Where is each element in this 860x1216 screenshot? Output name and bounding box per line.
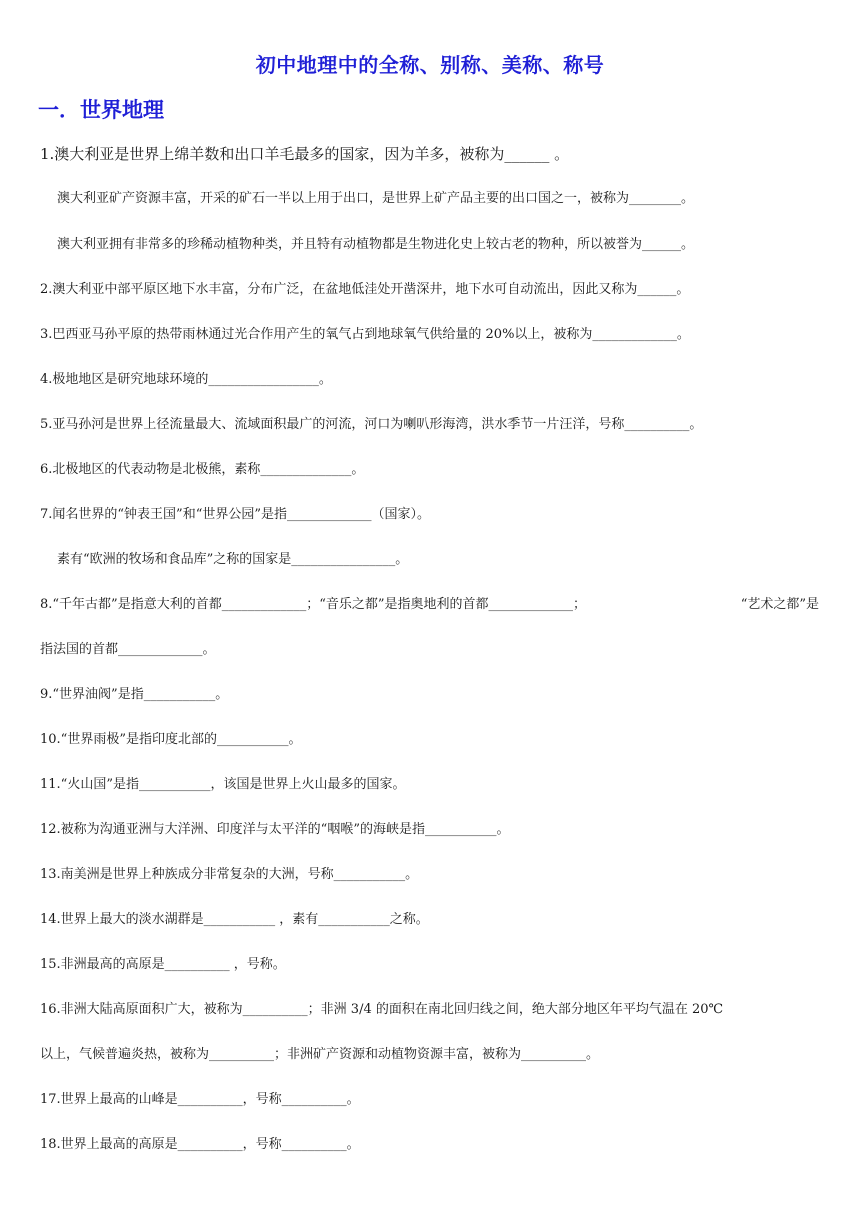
question-1-b: 澳大利亚矿产资源丰富，开采的矿石一半以上用于出口，是世界上矿产品主要的出口国之一，被称为________。 [57,191,695,206]
question-12: 12.被称为沟通亚洲与大洋洲、印度洋与太平洋的“咽喉”的海峡是指___________。 [40,822,510,837]
question-10: 10.“世界雨极”是指印度北部的___________。 [40,732,302,747]
question-1: 1.澳大利亚是世界上绵羊数和出口羊毛最多的国家，因为羊多，被称为______ 。 [40,145,570,163]
question-4: 4.极地地区是研究地球环境的_________________。 [40,372,332,387]
question-8-tail: “艺术之都”是 [740,597,819,612]
question-11: 11.“火山国”是指___________，该国是世界上火山最多的国家。 [40,777,406,792]
section-heading: 一．世界地理 [38,98,164,122]
question-3: 3.巴西亚马孙平原的热带雨林通过光合作用产生的氧气占到地球氧气供给量的 20%以上，被称为_____________。 [40,327,690,342]
question-5: 5.亚马孙河是世界上径流量最大、流域面积最广的河流，河口为喇叭形海湾，洪水季节一片汪洋，号称__________。 [40,417,703,432]
question-15: 15.非洲最高的高原是__________ ，号称。 [40,957,286,972]
question-8-text: 8.“千年古都”是指意大利的首都_____________；“音乐之都”是指奥地利的首都_____________； [40,597,586,612]
question-16-line-2: 以上，气候普遍炎热，被称为__________；非洲矿产资源和动植物资源丰富，被称为__________。 [40,1047,600,1062]
question-7: 7.闻名世界的“钟表王国”和“世界公园”是指_____________（国家）。 [40,507,430,522]
question-9: 9.“世界油阀”是指___________。 [40,687,229,702]
question-16-line-1: 16.非洲大陆高原面积广大，被称为__________；非洲 3/4 的面积在南北回归线之间，绝大部分地区年平均气温在 20℃ [40,1002,724,1017]
question-6: 6.北极地区的代表动物是北极熊，素称______________。 [40,462,365,477]
question-7-b: 素有“欧洲的牧场和食品库”之称的国家是________________。 [57,552,409,567]
question-13: 13.南美洲是世界上种族成分非常复杂的大洲，号称___________。 [40,867,419,882]
question-8-line-1 [40,597,819,613]
question-1-c: 澳大利亚拥有非常多的珍稀动植物种类，并且特有动植物都是生物进化史上较古老的物种，所以被誉为______。 [57,237,695,252]
question-17: 17.世界上最高的山峰是__________，号称__________。 [40,1092,360,1107]
question-18: 18.世界上最高的高原是__________，号称__________。 [40,1137,360,1152]
question-14: 14.世界上最大的淡水湖群是___________ ，素有___________之称。 [40,912,429,927]
document-title: 初中地理中的全称、别称、美称、称号 [255,53,605,77]
question-2: 2.澳大利亚中部平原区地下水丰富，分布广泛，在盆地低洼处开凿深井，地下水可自动流出，因此又称为______。 [40,282,690,297]
question-8-line-2: 指法国的首都_____________。 [40,642,216,657]
